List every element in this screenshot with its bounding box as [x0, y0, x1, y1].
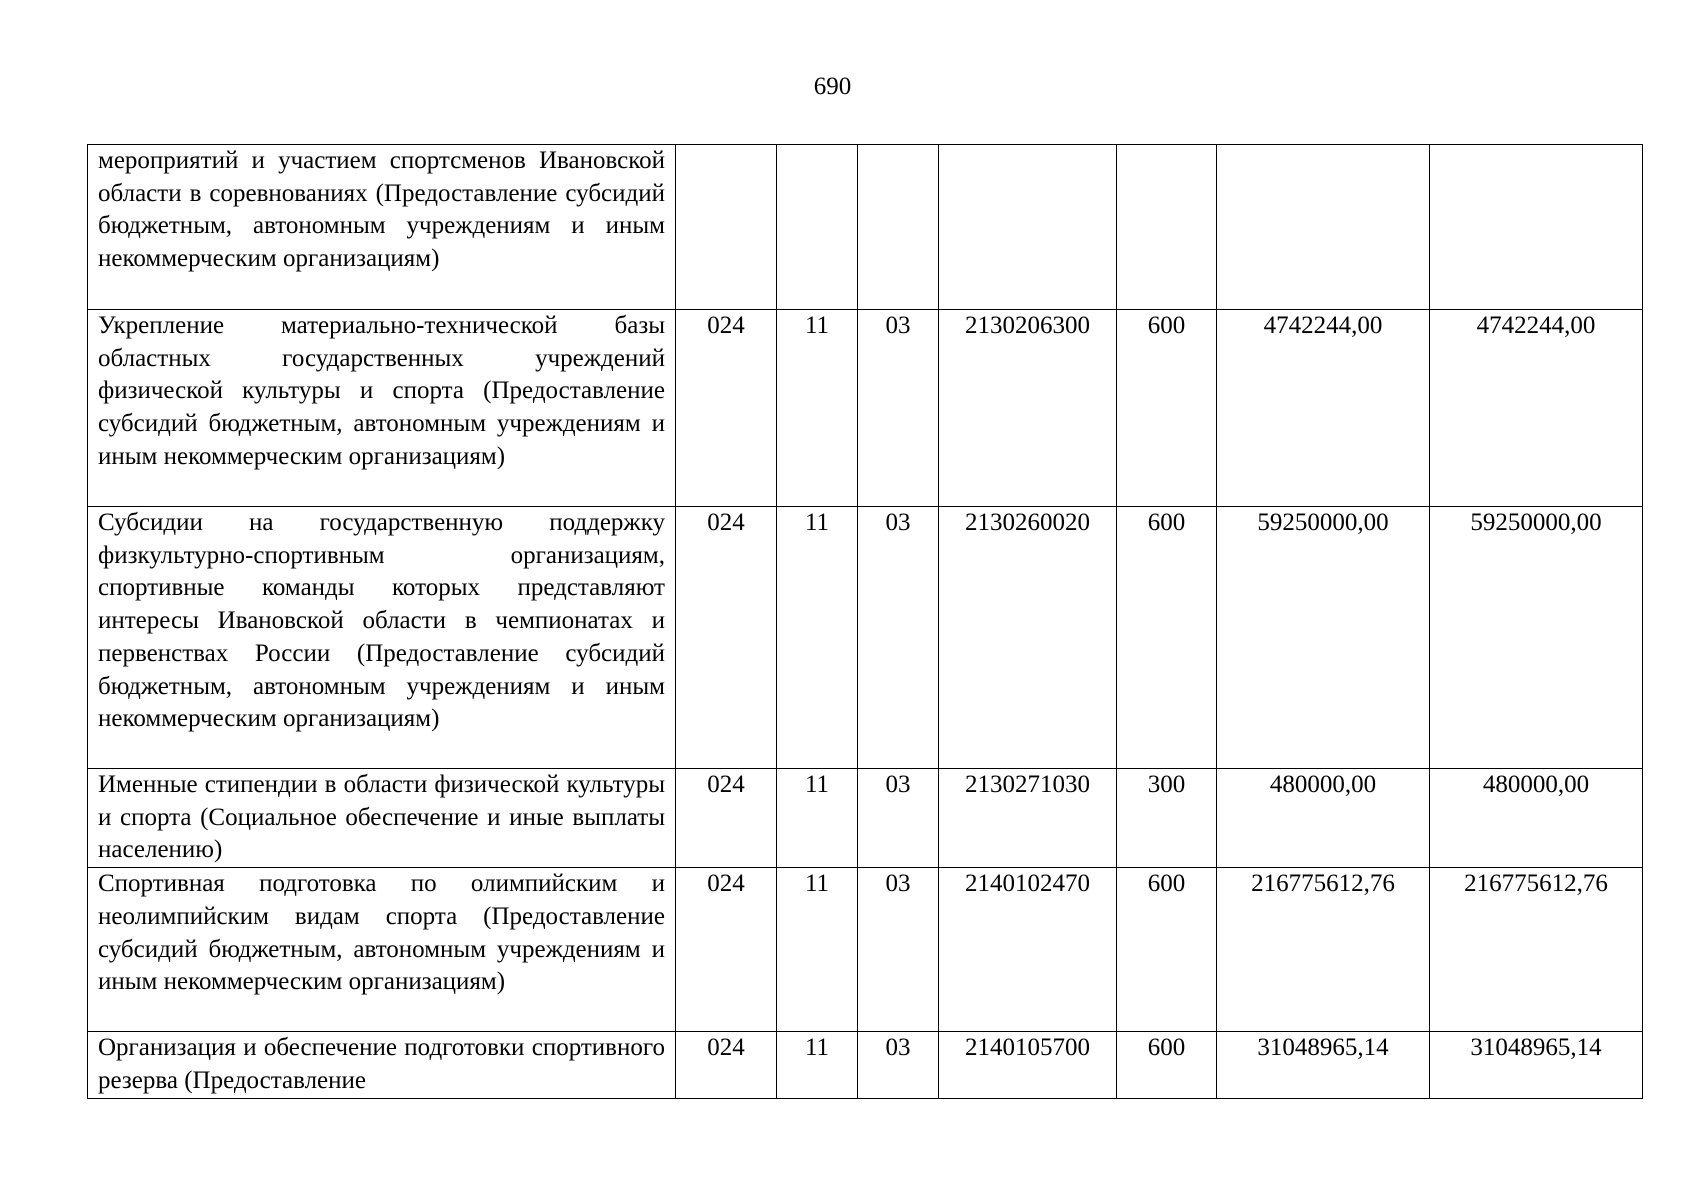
row-cs-code: 2130271030 [939, 769, 1117, 868]
row-cs-code: 2130206300 [939, 310, 1117, 507]
row-vr-code: 300 [1117, 769, 1217, 868]
row-pr-code: 03 [858, 310, 939, 507]
row-pr-code: 03 [858, 1032, 939, 1098]
row-rz-code: 11 [777, 1032, 858, 1098]
row-gr-code: 024 [676, 1032, 777, 1098]
row-sum-1: 31048965,14 [1217, 1032, 1430, 1098]
table-row [88, 769, 1643, 868]
row-cs-code [939, 145, 1117, 310]
table-row [88, 507, 1643, 769]
row-pr-code: 03 [858, 769, 939, 868]
row-sum-1 [1217, 145, 1430, 310]
row-description: мероприятий и участием спортсменов Ивановской области в соревнованиях (Предоставление субсидий бюджетным, автономным учреждениям и иным некоммерческим организациям) [88, 145, 676, 310]
row-vr-code: 600 [1117, 1032, 1217, 1098]
row-cs-code: 2140105700 [939, 1032, 1117, 1098]
row-sum-2: 59250000,00 [1430, 507, 1643, 769]
table-row [88, 145, 1643, 310]
row-vr-code [1117, 145, 1217, 310]
row-sum-2 [1430, 145, 1643, 310]
row-sum-1: 59250000,00 [1217, 507, 1430, 769]
row-sum-2: 4742244,00 [1430, 310, 1643, 507]
row-gr-code: 024 [676, 769, 777, 868]
row-description: Субсидии на государственную поддержку физкультурно-спортивным организациям, спортивные команды которых представляют интересы Ивановской области в чемпионатах и первенствах России (Предоставление субсидий бюджетным, автономным учреждениям и иным некоммерческим организациям) [88, 507, 676, 769]
row-rz-code: 11 [777, 310, 858, 507]
row-gr-code [676, 145, 777, 310]
row-pr-code [858, 145, 939, 310]
row-rz-code: 11 [777, 507, 858, 769]
row-description: Укрепление материально-технической базы областных государственных учреждений физической культуры и спорта (Предоставление субсидий бюджетным, автономным учреждениям и иным некоммерческим организациям) [88, 310, 676, 507]
row-rz-code [777, 145, 858, 310]
row-rz-code: 11 [777, 769, 858, 868]
row-pr-code: 03 [858, 868, 939, 1032]
row-description: Организация и обеспечение подготовки спортивного резерва (Предоставление [88, 1032, 676, 1098]
row-sum-2: 216775612,76 [1430, 868, 1643, 1032]
row-sum-2: 480000,00 [1430, 769, 1643, 868]
row-rz-code: 11 [777, 868, 858, 1032]
row-gr-code: 024 [676, 868, 777, 1032]
table-row [88, 868, 1643, 1032]
row-description: Спортивная подготовка по олимпийским и неолимпийским видам спорта (Предоставление субсидий бюджетным, автономным учреждениям и иным некоммерческим организациям) [88, 868, 676, 1032]
row-sum-2: 31048965,14 [1430, 1032, 1643, 1098]
row-sum-1: 216775612,76 [1217, 868, 1430, 1032]
row-cs-code: 2140102470 [939, 868, 1117, 1032]
row-vr-code: 600 [1117, 507, 1217, 769]
row-vr-code: 600 [1117, 310, 1217, 507]
row-cs-code: 2130260020 [939, 507, 1117, 769]
budget-table [87, 144, 1643, 1099]
row-sum-1: 4742244,00 [1217, 310, 1430, 507]
page-number: 690 [813, 73, 852, 100]
row-pr-code: 03 [858, 507, 939, 769]
table-row [88, 1032, 1643, 1098]
row-description: Именные стипендии в области физической культуры и спорта (Социальное обеспечение и иные выплаты населению) [88, 769, 676, 868]
row-gr-code: 024 [676, 507, 777, 769]
row-gr-code: 024 [676, 310, 777, 507]
row-sum-1: 480000,00 [1217, 769, 1430, 868]
row-vr-code: 600 [1117, 868, 1217, 1032]
table-row [88, 310, 1643, 507]
